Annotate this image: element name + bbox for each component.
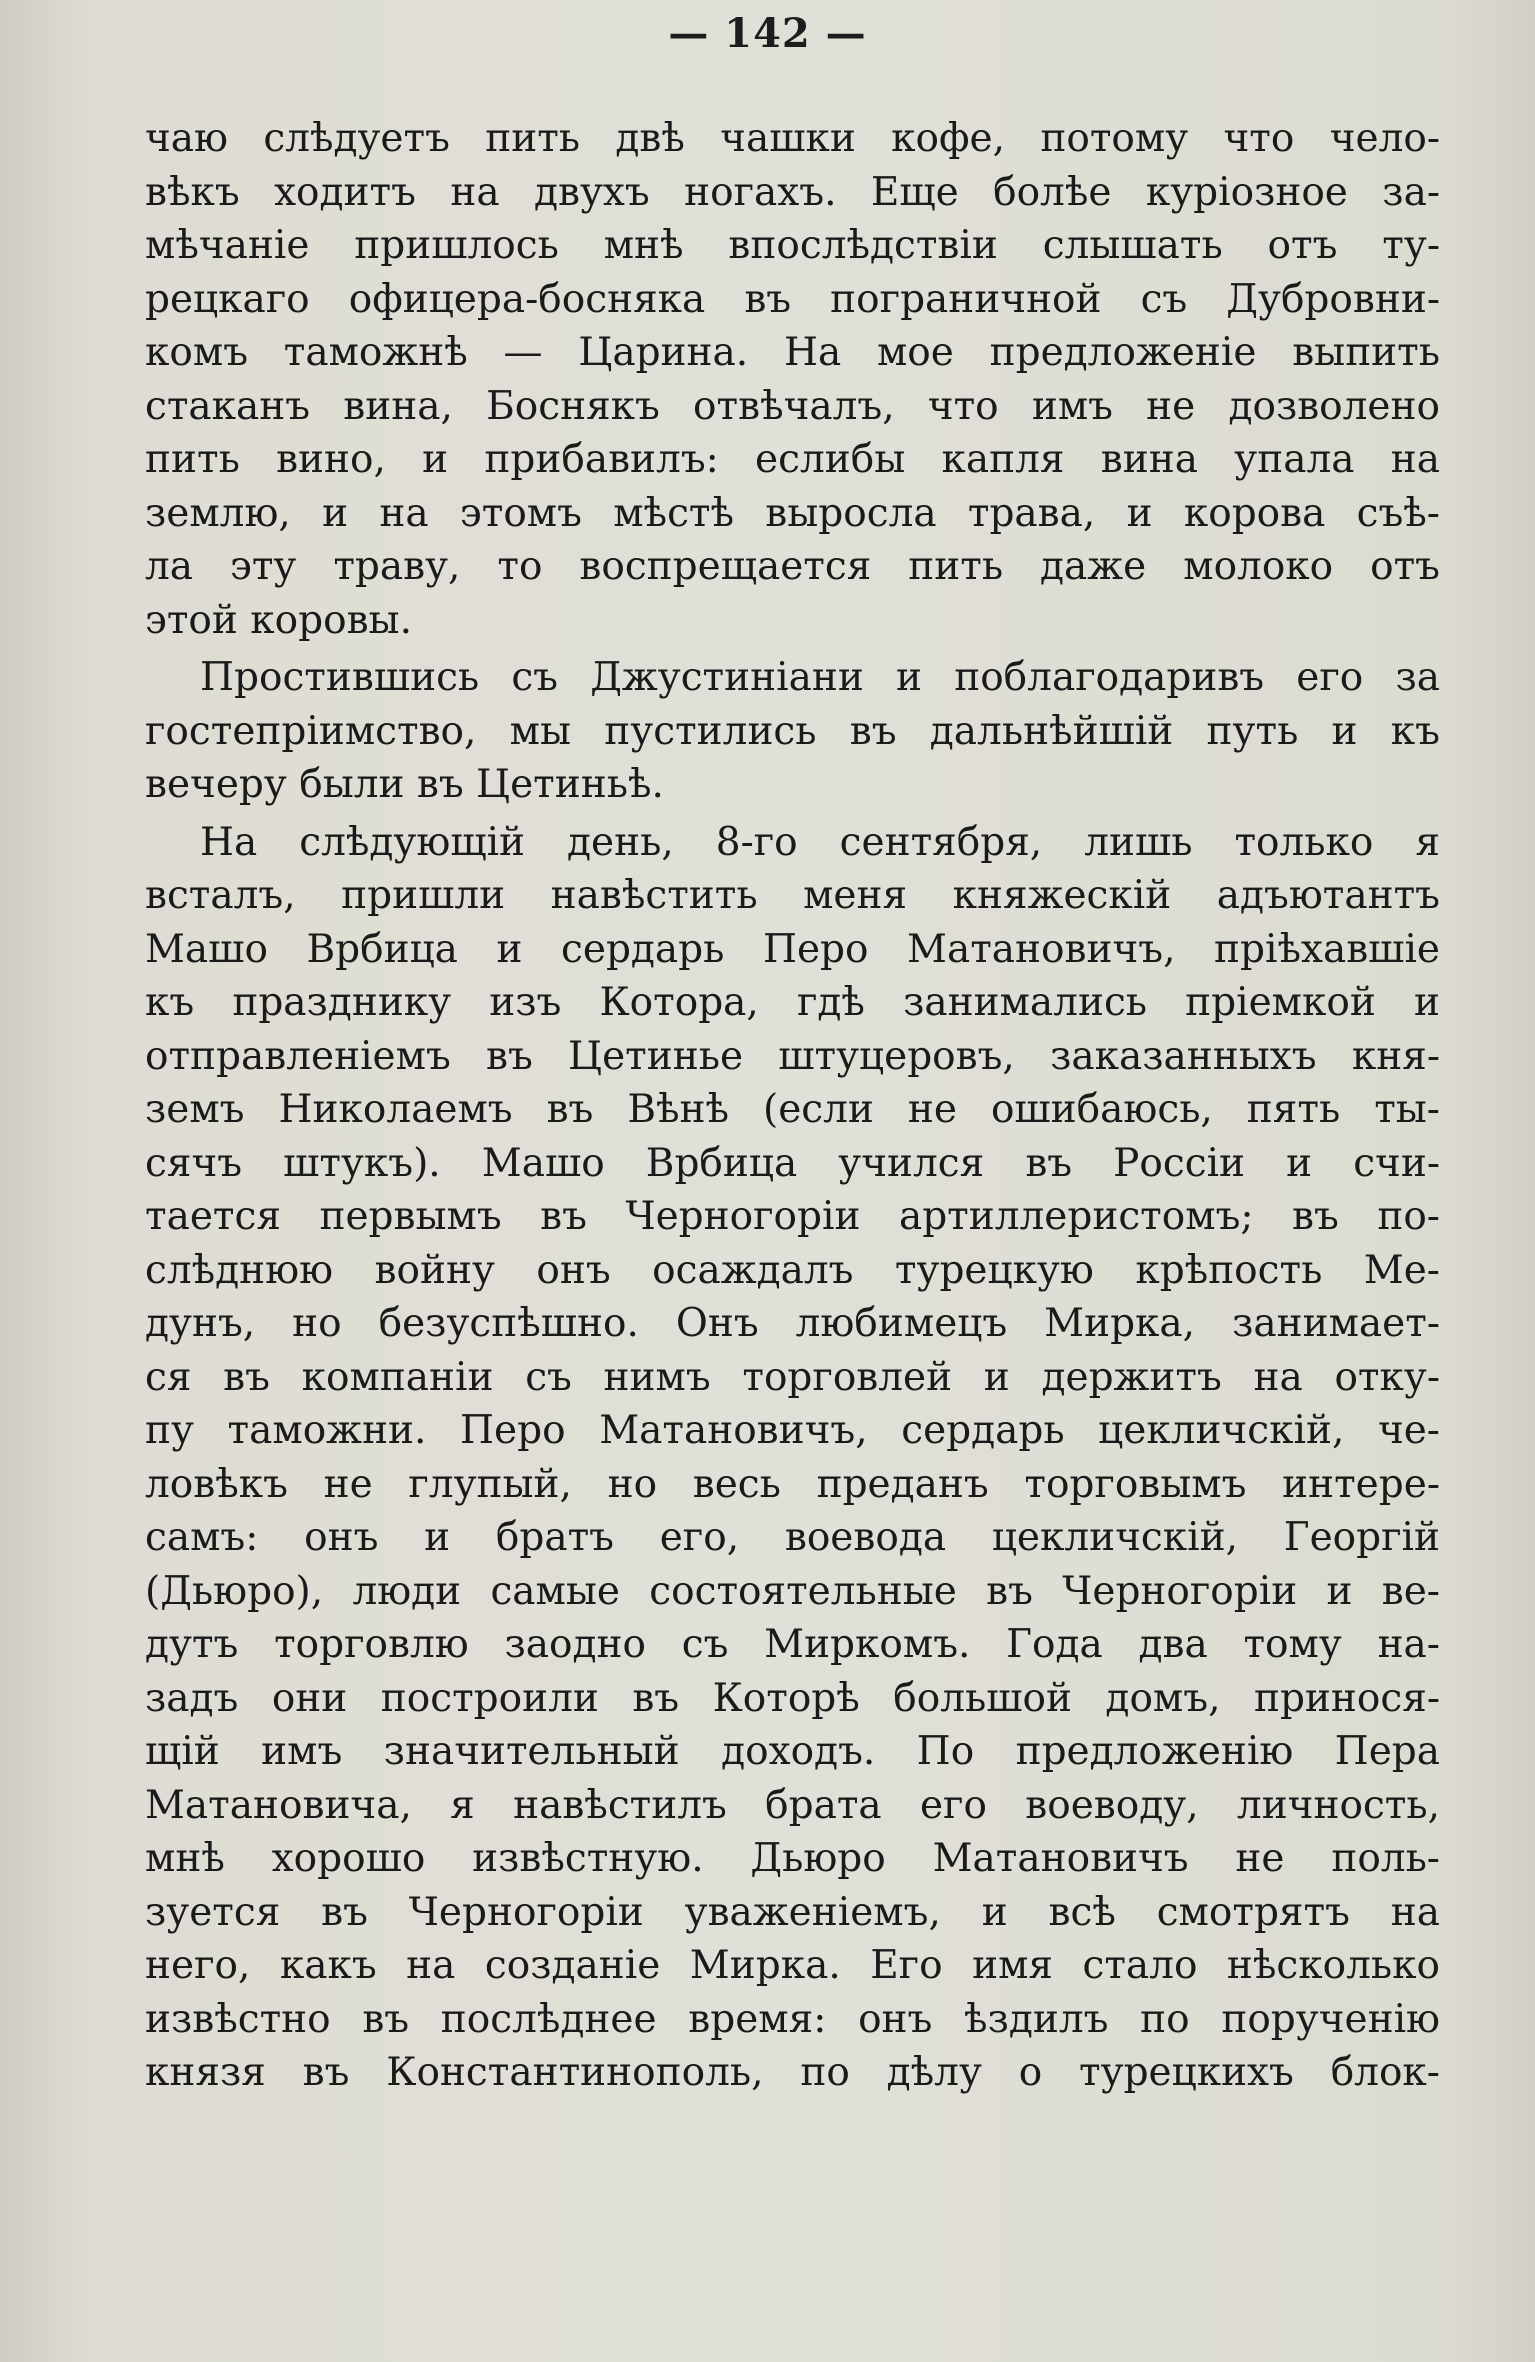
body-text [145,112,1440,2100]
text-line: тается первымъ въ Черногоріи артиллеристомъ; въ по- [145,1194,1440,1239]
text-line: (Дьюро), люди самые состоятельные въ Черногоріи и ве- [145,1568,1440,1614]
text-line: пу таможни. Перо Матановичъ, сердарь цекличскій, че- [145,1408,1440,1453]
text-line: зуется въ Черногоріи уваженіемъ, и всѣ смотрятъ на [145,1889,1440,1935]
text-line: сячъ штукъ). Машо Врбица учился въ Россіи и счи- [145,1140,1440,1186]
text-line: этой коровы. [145,597,412,643]
text-line: самъ: онъ и братъ его, воевода цекличскій, Георгій [145,1515,1440,1560]
text-line: землю, и на этомъ мѣстѣ выросла трава, и корова съѣ- [145,490,1440,536]
text-line: Машо Врбица и сердарь Перо Матановичъ, пріѣхавшіе [145,926,1440,972]
text-line: всталъ, пришли навѣстить меня княжескій адъютантъ [145,873,1440,918]
text-line: рецкаго офицера-босняка въ пограничной съ Дубровни- [145,276,1440,322]
text-line: дунъ, но безуспѣшно. Онъ любимецъ Мирка, занимает- [145,1301,1440,1346]
text-line: вечеру были въ Цетиньѣ. [145,762,664,807]
text-line: вѣкъ ходитъ на двухъ ногахъ. Еще болѣе куріозное за- [145,169,1440,215]
text-line: чаю слѣдуетъ пить двѣ чашки кофе, потому что чело- [145,116,1440,161]
text-line: дутъ торговлю заодно съ Миркомъ. Года два тому на- [145,1622,1440,1667]
page-number: — 142 — [668,10,867,57]
text-line: Простившись съ Джустиніани и поблагодаривъ его за [200,655,1440,700]
text-line: Матановича, я навѣстилъ брата его воеводу, личность, [145,1782,1440,1828]
text-line: мнѣ хорошо извѣстную. Дьюро Матановичъ не поль- [145,1836,1440,1881]
text-line: слѣднюю войну онъ осаждалъ турецкую крѣпость Ме- [145,1247,1440,1293]
text-line: мѣчаніе пришлось мнѣ впослѣдствіи слышать отъ ту- [145,223,1440,268]
text-line: ла эту траву, то воспрещается пить даже молоко отъ [145,544,1440,589]
text-line: къ празднику изъ Котора, гдѣ занимались пріемкой и [145,980,1440,1025]
text-line: ся въ компаніи съ нимъ торговлей и держитъ на отку- [145,1354,1440,1400]
text-line: На слѣдующій день, 8-го сентября, лишь только я [200,819,1440,865]
text-line: комъ таможнѣ — Царина. На мое предложеніе выпить [145,330,1440,375]
text-line: ловѣкъ не глупый, но весь преданъ торговымъ интере- [145,1461,1440,1507]
text-line: отправленіемъ въ Цетинье штуцеровъ, заказанныхъ кня- [145,1033,1440,1079]
text-line: пить вино, и прибавилъ: еслибы капля вина упала на [145,437,1440,482]
text-line: князя въ Константинополь, по дѣлу о турецкихъ блок- [145,2050,1440,2095]
text-line: земъ Николаемъ въ Вѣнѣ (если не ошибаюсь, пять ты- [145,1087,1440,1132]
text-line: извѣстно въ послѣднее время: онъ ѣздилъ по порученію [145,1996,1440,2042]
text-line: гостепріимство, мы пустились въ дальнѣйшій путь и къ [145,708,1440,754]
text-line: него, какъ на созданіе Мирка. Его имя стало нѣсколько [145,1943,1440,1988]
text-line: стаканъ вина, Боснякъ отвѣчалъ, что имъ не дозволено [145,383,1440,429]
text-line: задъ они построили въ Которѣ большой домъ, принося- [145,1675,1440,1721]
text-line: щій имъ значительный доходъ. По предложенію Пера [145,1729,1440,1774]
